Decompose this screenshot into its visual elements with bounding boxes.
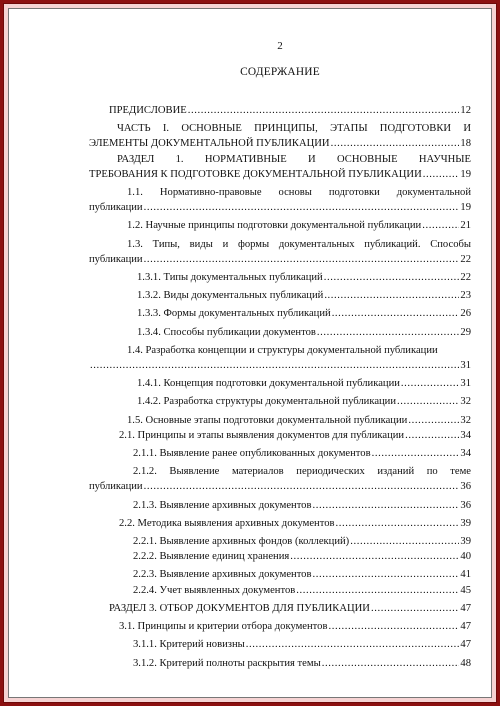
- toc-label: 2.1.1. Выявление ранее опубликованных документов: [133, 448, 371, 460]
- toc-entry-2-2-3[interactable]: [89, 567, 471, 582]
- toc-line: 1.3. Типы, виды и формы документальных публикаций. Способы: [127, 238, 471, 250]
- toc-line: 2.1.2. Выявление материалов периодических изданий по теме: [133, 466, 471, 478]
- toc-entry-1-3-3[interactable]: [89, 306, 471, 321]
- toc-entry-1-3-2[interactable]: [89, 288, 471, 303]
- toc-label: 2.2.1. Выявление архивных фондов (коллекций): [133, 536, 350, 548]
- toc-page: 40: [460, 551, 471, 563]
- toc-page: 31: [460, 378, 471, 390]
- toc-entry-2-1-3[interactable]: [89, 498, 471, 513]
- toc-label: ПРЕДИСЛОВИЕ: [109, 105, 187, 116]
- toc-line: 1.1. Нормативно-правовые основы подготовки документальной: [127, 187, 471, 199]
- toc-label: 3.1.1. Критерий новизны: [133, 639, 245, 651]
- toc-entry-1-3-1[interactable]: [89, 270, 471, 285]
- toc-page: 22: [460, 253, 471, 265]
- toc-label: 1.3.1. Типы документальных публикаций: [137, 272, 323, 284]
- toc-page: 19: [460, 202, 471, 214]
- toc-entry-1-3-4[interactable]: [89, 325, 471, 340]
- toc-label: публикации: [89, 202, 143, 214]
- toc-page: 36: [460, 499, 471, 511]
- page-number: 2: [277, 40, 283, 52]
- toc-page: 34: [460, 448, 471, 460]
- toc-label: 1.3.2. Виды документальных публикаций: [137, 290, 324, 302]
- toc-page: 32: [460, 396, 471, 408]
- toc-page: 18: [460, 138, 471, 150]
- toc-page: 31: [460, 360, 471, 372]
- toc-label: 1.3.3. Формы документальных публикаций: [137, 308, 331, 320]
- toc-label: 2.2. Методика выявления архивных документов: [119, 517, 335, 529]
- toc-entry-1-2[interactable]: [89, 218, 471, 233]
- toc-label: РАЗДЕЛ 3. ОТБОР ДОКУМЕНТОВ ДЛЯ ПУБЛИКАЦИИ: [109, 602, 370, 614]
- toc-page: 47: [460, 602, 471, 614]
- toc-entry-preface[interactable]: [89, 103, 471, 118]
- toc-entry-1-4[interactable]: [89, 343, 471, 373]
- toc-entry-2-2-2[interactable]: [89, 549, 471, 564]
- toc-label: 2.2.2. Выявление единиц хранения: [133, 551, 290, 563]
- toc-entry-3-1-1[interactable]: [89, 637, 471, 652]
- toc-entry-1-5[interactable]: [89, 413, 471, 428]
- toc-label: 2.1. Принципы и этапы выявления документов для публикации: [119, 429, 405, 441]
- toc-label: ЭЛЕМЕНТЫ ДОКУМЕНТАЛЬНОЙ ПУБЛИКАЦИИ: [89, 138, 330, 150]
- table-of-contents: [89, 103, 471, 671]
- toc-entry-part1[interactable]: [89, 121, 471, 151]
- toc-entry-2-2-4[interactable]: [89, 583, 471, 598]
- toc-entry-section3[interactable]: [89, 601, 471, 616]
- toc-page: 41: [460, 569, 471, 581]
- toc-label: 3.1.2. Критерий полноты раскрытия темы: [133, 657, 321, 669]
- toc-page: 19: [460, 168, 471, 180]
- toc-page: 39: [460, 536, 471, 548]
- toc-page: 34: [460, 429, 471, 441]
- toc-page: 29: [460, 326, 471, 338]
- toc-entry-2-2[interactable]: [89, 516, 471, 531]
- toc-page: 26: [460, 308, 471, 320]
- toc-label: 2.2.3. Выявление архивных документов: [133, 569, 312, 581]
- toc-label: 1.2. Научные принципы подготовки документальной публикации: [127, 220, 422, 232]
- toc-page: 22: [460, 272, 471, 284]
- page-title: СОДЕРЖАНИЕ: [240, 66, 320, 78]
- toc-page: 47: [460, 639, 471, 651]
- toc-label: 2.2.4. Учет выявленных документов: [133, 584, 296, 596]
- toc-entry-1-4-2[interactable]: [89, 394, 471, 409]
- toc-line: 1.4. Разработка концепции и структуры документальной публикации: [127, 344, 438, 356]
- document-frame: [3, 3, 497, 703]
- toc-label: 2.1.3. Выявление архивных документов: [133, 499, 312, 511]
- toc-entry-2-2-1[interactable]: [89, 534, 471, 549]
- toc-label: публикации: [89, 253, 143, 265]
- toc-page: 23: [460, 290, 471, 302]
- toc-entry-1-4-1[interactable]: [89, 376, 471, 391]
- toc-label: 1.5. Основные этапы подготовки документальной публикации: [127, 414, 408, 426]
- toc-entry-1-1[interactable]: [89, 185, 471, 215]
- toc-entry-2-1[interactable]: [89, 428, 471, 443]
- toc-label: 1.3.4. Способы публикации документов: [137, 326, 316, 338]
- toc-entry-3-1-2[interactable]: [89, 656, 471, 671]
- toc-page: 48: [460, 657, 471, 669]
- toc-line: ЧАСТЬ I. ОСНОВНЫЕ ПРИНЦИПЫ, ЭТАПЫ ПОДГОТОВКИ И: [117, 123, 471, 135]
- toc-entry-3-1[interactable]: [89, 619, 471, 634]
- toc-label: 1.4.2. Разработка структуры документальной публикации: [137, 396, 397, 408]
- toc-entry-2-1-2[interactable]: [89, 464, 471, 494]
- toc-label: 3.1. Принципы и критерии отбора документов: [119, 621, 328, 633]
- toc-label: публикации: [89, 481, 143, 493]
- toc-entry-section1[interactable]: [89, 152, 471, 182]
- toc-page: 39: [460, 517, 471, 529]
- toc-entry-1-3[interactable]: [89, 237, 471, 267]
- document-page: [8, 8, 492, 698]
- toc-entry-2-1-1[interactable]: [89, 446, 471, 461]
- toc-page: 12: [460, 105, 471, 116]
- toc-page: 36: [460, 481, 471, 493]
- toc-line: РАЗДЕЛ 1. НОРМАТИВНЫЕ И ОСНОВНЫЕ НАУЧНЫЕ: [117, 153, 471, 165]
- toc-page: 32: [460, 414, 471, 426]
- toc-page: 47: [460, 621, 471, 633]
- toc-label: 1.4.1. Концепция подготовки документальной публикации: [137, 378, 400, 390]
- toc-page: 21: [460, 220, 471, 232]
- toc-label: ТРЕБОВАНИЯ К ПОДГОТОВКЕ ДОКУМЕНТАЛЬНОЙ ПУБЛИКАЦИИ: [89, 168, 422, 180]
- toc-page: 45: [460, 584, 471, 596]
